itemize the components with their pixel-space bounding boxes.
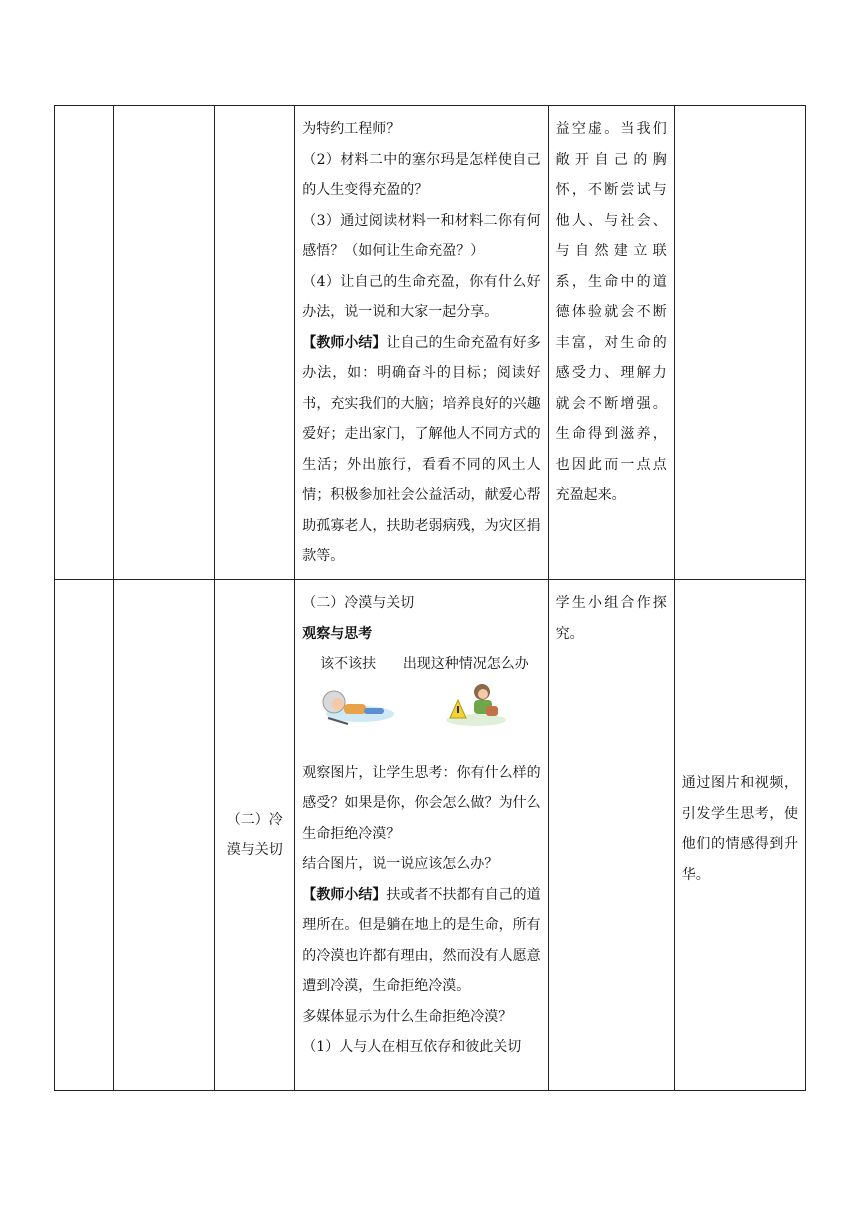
table-row — [55, 580, 806, 1091]
warning-sign-illustration — [438, 680, 508, 728]
teaching-content-cell — [295, 106, 548, 580]
question-4: （4）让自己的生命充盈，你有什么好办法，说一说和大家一起分享。 — [302, 273, 541, 320]
empty-cell — [114, 106, 215, 580]
question-2: （2）材料二中的塞尔玛是怎样使自己的人生变得充盈的？ — [302, 151, 541, 198]
multimedia-prompt: 多媒体显示为什么生命拒绝冷漠？ — [302, 1008, 513, 1025]
discussion-prompt: 结合图片，说一说应该怎么办？ — [302, 856, 499, 872]
section-title-cell — [215, 580, 295, 1091]
fallen-elderly-illustration — [314, 684, 394, 726]
empty-cell — [114, 580, 215, 1091]
student-activity-text: 益空虚。当我们敞开自己的胸怀，不断尝试与他人、与社会、与自然建立联系，生命中的道德体验就会不断丰富，对生命的感受力、理解力就会不断增强。生命得到滋养，也因此而一点点充盈起来。 — [555, 121, 667, 503]
teacher-summary — [302, 880, 540, 1002]
content-line: 为特约工程师？ — [302, 121, 401, 137]
caption-right: 出现这种情况怎么办 — [402, 656, 529, 672]
section-title: （二）冷漠与关切 — [226, 811, 283, 858]
empty-cell — [55, 106, 114, 580]
section-heading: （二）冷漠与关切 — [302, 595, 415, 611]
empty-cell — [55, 580, 114, 1091]
student-activity-cell — [548, 580, 674, 1091]
teacher-summary — [302, 328, 540, 572]
summary-label: 【教师小结】 — [302, 334, 387, 351]
summary-text: 让自己的生命充盈有好多办法，如：明确奋斗的目标；阅读好书，充实我们的大脑；培养良好的兴趣爱好；走出家门，了解他人不同方式的生活；外出旅行，看看不同的风土人情；积极参加社会公益活动，献爱心帮助孤寡老人，扶助老弱病残，为灾区捐款等。 — [302, 334, 541, 564]
teaching-content-cell — [295, 580, 548, 1091]
empty-cell — [215, 106, 295, 580]
image-captions — [302, 649, 540, 680]
summary-label: 【教师小结】 — [302, 886, 387, 903]
summary-text: 扶或者不扶都有自己的道理所在。但是躺在地上的是生命，所有的冷漠也许都有理由，然而没有人愿意遭到冷漠，生命拒绝冷漠。 — [302, 886, 541, 994]
caption-left: 该不该扶 — [320, 656, 377, 672]
point-1: （1）人与人在相互依存和彼此关切 — [302, 1039, 522, 1055]
design-intent-text: 通过图片和视频，引发学生思考，使他们的情感得到升华。 — [681, 775, 798, 883]
student-activity-cell — [548, 106, 674, 580]
student-activity-text: 学生小组合作探究。 — [555, 595, 667, 642]
observe-title: 观察与思考 — [302, 625, 373, 642]
illustrations — [302, 680, 540, 758]
lesson-plan-table — [54, 105, 806, 1091]
question-3: （3）通过阅读材料一和材料二你有何感悟？（如何让生命充盈？） — [302, 212, 541, 259]
design-intent-cell — [674, 580, 805, 1091]
empty-cell — [674, 106, 805, 580]
table-row — [55, 106, 806, 580]
observe-prompt: 观察图片，让学生思考：你有什么样的感受？如果是你，你会怎么做？为什么生命拒绝冷漠？ — [302, 764, 541, 842]
